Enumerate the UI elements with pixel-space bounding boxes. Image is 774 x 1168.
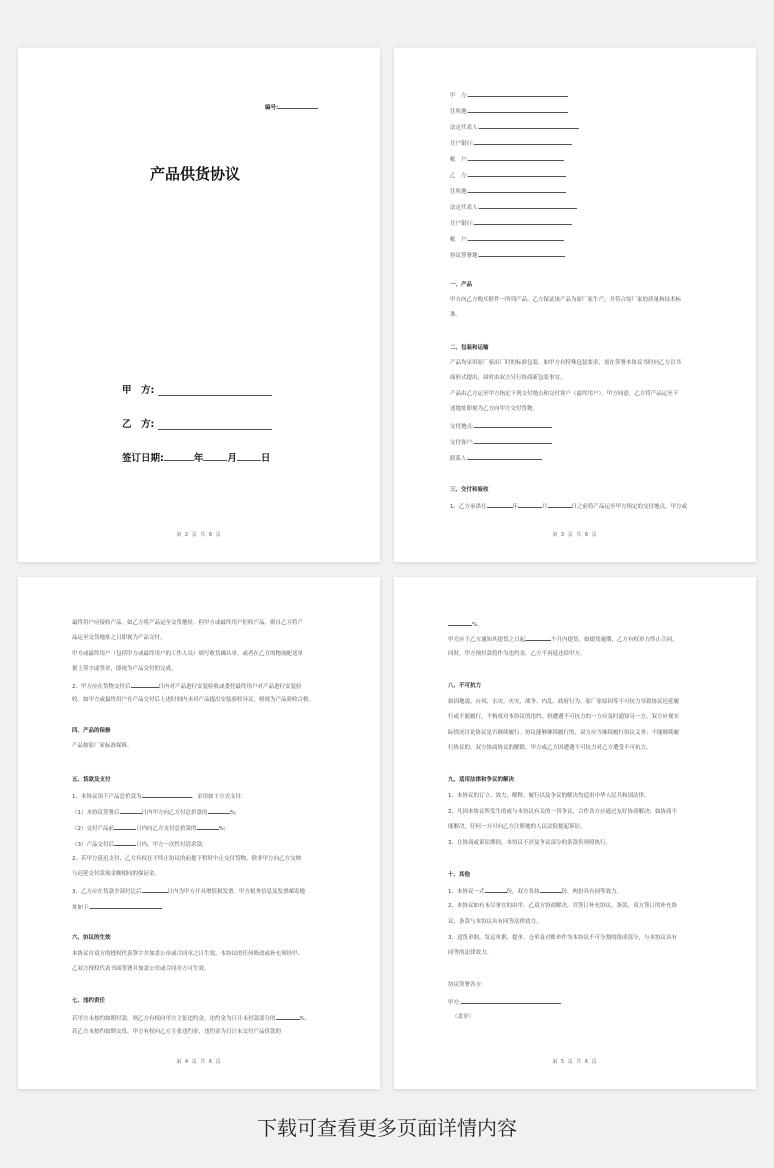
paragraph-line: 2、若甲方延迟支付，乙方有权在不终止协议的前提下暂时中止交付货物，除非甲方向乙方交纳 xyxy=(72,856,302,862)
document-title: 产品供货协议 xyxy=(150,165,241,183)
paragraph-line: 产品均采用原厂家出厂时的标准包装。如甲方有特殊包装要求，需在签署本协议书时向乙方以书 xyxy=(450,360,682,366)
section-heading: 十、其他 xyxy=(448,872,471,878)
field-label: 联系人: xyxy=(450,456,469,462)
party-field-row xyxy=(450,140,572,148)
sign-party-a: 甲方: xyxy=(448,999,561,1007)
paragraph-line: 产品按原厂家标准保修。 xyxy=(72,743,133,749)
paragraph-line: 3、乙方应在货款全部付讫后 日内为甲方开具增值税发票。甲方税务信息及发票邮寄地 xyxy=(72,889,306,895)
paragraph-line: 1、乙方承诺在 年 月 日之前将产品运至甲方指定的交付地点，甲方或 xyxy=(450,504,688,510)
party-field-row xyxy=(450,124,579,132)
section-heading: 六、协议的生效 xyxy=(72,935,111,941)
paragraph-line: （3）产品交付后 日内，甲方一次性付清余款; xyxy=(72,842,204,848)
paragraph-line: 2、凡因本协议所发生的或与本协议有关的一切争议，合作各方应通过友好协商解决；如协商不 xyxy=(448,809,678,815)
paragraph-line: 同等的法律效力。 xyxy=(448,950,493,956)
field-label: 住所地: xyxy=(450,189,469,195)
field-label: 住所地: xyxy=(450,109,469,115)
paragraph-line: %。 xyxy=(448,621,483,629)
paragraph-line: 行协议的，双方协商协议的解除，甲方或乙方因遭遇不可抗力对乙方遭受不可抗力。 xyxy=(448,745,652,751)
paragraph-line: 址如下: xyxy=(72,904,162,912)
field-label: 法定代表人: xyxy=(450,125,480,131)
party-field-row xyxy=(450,92,568,100)
paragraph-line: 乙双方授权代表书面签署并加盖公章或合同章方可生效。 xyxy=(72,966,210,972)
paragraph-line: 1、本协议项下产品总价款为 。采用如下方式支付: xyxy=(72,794,243,800)
fill-line xyxy=(468,236,564,241)
section-heading: 四、产品的保修 xyxy=(72,728,111,734)
paragraph-line: 1、本协议一式 份，双方各执 份，两份具有同等效力。 xyxy=(448,889,623,895)
field-label: 开户银行: xyxy=(450,141,474,147)
sign-parties-label: 协议签署各方: xyxy=(448,982,483,988)
party-b-line xyxy=(158,429,272,430)
fill-line xyxy=(479,124,579,129)
paragraph-line: 同时，甲方预付款将作为违约金，乙方不再返还给甲方。 xyxy=(448,651,586,657)
field-label: 帐 户: xyxy=(450,157,469,163)
paragraph-line: 2、本协议如有未尽事宜的由甲、乙双方协商解决，并签订补充协议、条款，双方签订的补充协 xyxy=(448,903,678,909)
page-footer: 第 3 页 共 6 页 xyxy=(552,532,598,538)
party-field-row xyxy=(450,108,568,116)
page-footer: 第 2 页 共 6 页 xyxy=(176,532,222,538)
contract-number-label: 编号: xyxy=(265,104,318,112)
paragraph-line: 2、甲方应在货物交付后 日内对产品进行安装验收或委托最终用户对产品进行安装验 xyxy=(72,684,302,690)
paragraph-line: （2）交付产品前 日内向乙方支付总价款的 %; xyxy=(72,826,226,832)
paragraph-line: 际情况讨论协议是否继续履行。协议能够继续履行的，双方应当继续履行协议义务；不能继续履 xyxy=(448,730,680,736)
paragraph-line: 3、在协商或诉讼期间，本协议不涉及争议部分的条款仍须照执行。 xyxy=(448,840,612,846)
party-field-row xyxy=(450,236,564,244)
fill-line xyxy=(474,423,552,428)
section-heading: 一、产品 xyxy=(450,282,473,288)
paragraph-line: 若甲方未按约如期付款，则乙方有权向甲方主张违约金，违约金为日计未付款部分的 %。 xyxy=(72,1016,311,1022)
party-field-row xyxy=(450,172,566,180)
paragraph-line: 行或不能履行，不构成对本协议的违约，但遭遇不可抗力的一方应及时通知另一方。双方应视实 xyxy=(448,714,680,720)
paragraph-line: （1）本协议签署后 日内甲方向乙方付总价款的 %; xyxy=(72,810,237,816)
fill-line xyxy=(468,92,568,97)
delivery-field-row xyxy=(450,455,542,463)
paragraph-line: 述地址即视为乙方向甲方交付货物。 xyxy=(450,406,539,412)
party-field-row xyxy=(450,252,565,260)
fill-line xyxy=(468,188,566,193)
contract-page-cover xyxy=(18,48,380,562)
fill-line xyxy=(468,156,564,161)
delivery-field-row xyxy=(450,423,552,431)
paragraph-line: 若乙方未按约如期交货，甲方有权向乙方主张违约金，违约金为日计未交付产品价款的 xyxy=(72,1029,282,1035)
section-heading: 七、违约责任 xyxy=(72,998,106,1004)
paragraph-line: 甲方应于乙方通知其提货之日起 个月内提货，如提货逾期，乙方有权单方终止合同， xyxy=(448,637,678,643)
paragraph-line: 如因地震、台风、水灾、火灾、战争、内乱、政府行为、原厂家原因等不可抗力导致协议迟延履 xyxy=(448,699,680,705)
paragraph-line: 1、本协议的订立、效力、解释、履行以及争议的解决均适用中华人民共和国法律。 xyxy=(448,793,650,799)
paragraph-line: 品运至交货地址之日即视为产品交付。 xyxy=(72,635,166,641)
fill-line xyxy=(468,172,566,177)
sign-date: 签订日期: 年 月 日 xyxy=(122,453,271,464)
field-label: 交付地点: xyxy=(450,424,474,430)
paragraph-line: 3、送货单据、发运单据、提单、仓单及对账单作为本协议不可分割的组成部分，与本协议具有 xyxy=(448,935,678,941)
section-heading: 五、货款及支付 xyxy=(72,777,111,783)
paragraph-line: 议、条款与本协议具有同等法律效力。 xyxy=(448,919,542,925)
paragraph-line: 甲方向乙方购买附件一所列产品。乙方保证该产品为原厂家生产，并符合原厂家的质量和技术标 xyxy=(450,297,682,303)
field-label: 帐 户: xyxy=(450,237,469,243)
paragraph-line: 本协议自双方的授权代表签字并加盖公章或合同章之日生效。本协议的任何修改或补充须经甲、 xyxy=(72,951,304,957)
party-a-label: 甲 方: xyxy=(122,385,155,396)
paragraph-line: 产品由乙方运至甲方指定下列交付地点和交付客户（最终用户）。甲方同意，乙方将产品运至下 xyxy=(450,391,679,397)
page-footer: 第 5 页 共 6 页 xyxy=(552,1059,598,1065)
party-field-row xyxy=(450,188,566,196)
delivery-field-row xyxy=(450,439,552,447)
contract-page-3 xyxy=(18,577,380,1089)
paragraph-line: 甲方或最终用户（包括甲方或最终用户的工作人员）填写收货确认单，或者在乙方的物流配送单 xyxy=(72,651,304,657)
paragraph-line: 最终用户应接收产品。如乙方将产品运至交货地址，但甲方或最终用户拒收产品，则自乙方将产 xyxy=(72,620,304,626)
paragraph-line: 准。 xyxy=(450,312,462,318)
fill-line xyxy=(474,439,552,444)
field-label: 乙 方: xyxy=(450,173,469,179)
party-a-line xyxy=(158,395,272,396)
field-label: 法定代表人: xyxy=(450,205,480,211)
section-heading: 九、适用法律和争议的解决 xyxy=(448,777,515,783)
section-heading: 八、不可抗力 xyxy=(448,683,482,689)
field-label: 开户银行: xyxy=(450,221,474,227)
fill-line xyxy=(468,455,542,460)
paragraph-line: 与迟延交付款项金额相同的保证金。 xyxy=(72,871,161,877)
page-footer: 第 4 页 共 6 页 xyxy=(176,1059,222,1065)
fill-line xyxy=(479,252,565,257)
section-heading: 三、交付和验收 xyxy=(450,487,489,493)
paragraph-line: 面形式提出，届时由双方另行协商新包装事宜。 xyxy=(450,375,566,381)
paragraph-line: 据上签字或签章，即视为产品交付的完成。 xyxy=(72,666,177,672)
party-field-row xyxy=(450,156,564,164)
field-label: 甲 方: xyxy=(450,93,469,99)
section-heading: 二、包装和运输 xyxy=(450,345,489,351)
contract-page-2 xyxy=(394,48,756,562)
download-caption: 下载可查看更多页面详情内容 xyxy=(257,1116,517,1140)
party-b-label: 乙 方: xyxy=(122,419,155,430)
field-label: 协议签署地: xyxy=(450,253,480,259)
party-field-row xyxy=(450,220,572,228)
paragraph-line: 收。如甲方或最终用户在产品交付后上述时间内未对产品提出安装验收异议，则视为产品验收合格。 xyxy=(72,697,315,703)
fill-line xyxy=(474,140,572,145)
party-field-row xyxy=(450,204,577,212)
seal-label: （盖章） xyxy=(452,1014,475,1020)
field-label: 交付客户: xyxy=(450,440,474,446)
fill-line xyxy=(468,108,568,113)
paragraph-line: 能解决，任何一方可向乙方注册地的人民法院提起诉讼。 xyxy=(448,824,586,830)
contract-page-4 xyxy=(394,577,756,1089)
fill-line xyxy=(479,204,577,209)
fill-line xyxy=(474,220,572,225)
